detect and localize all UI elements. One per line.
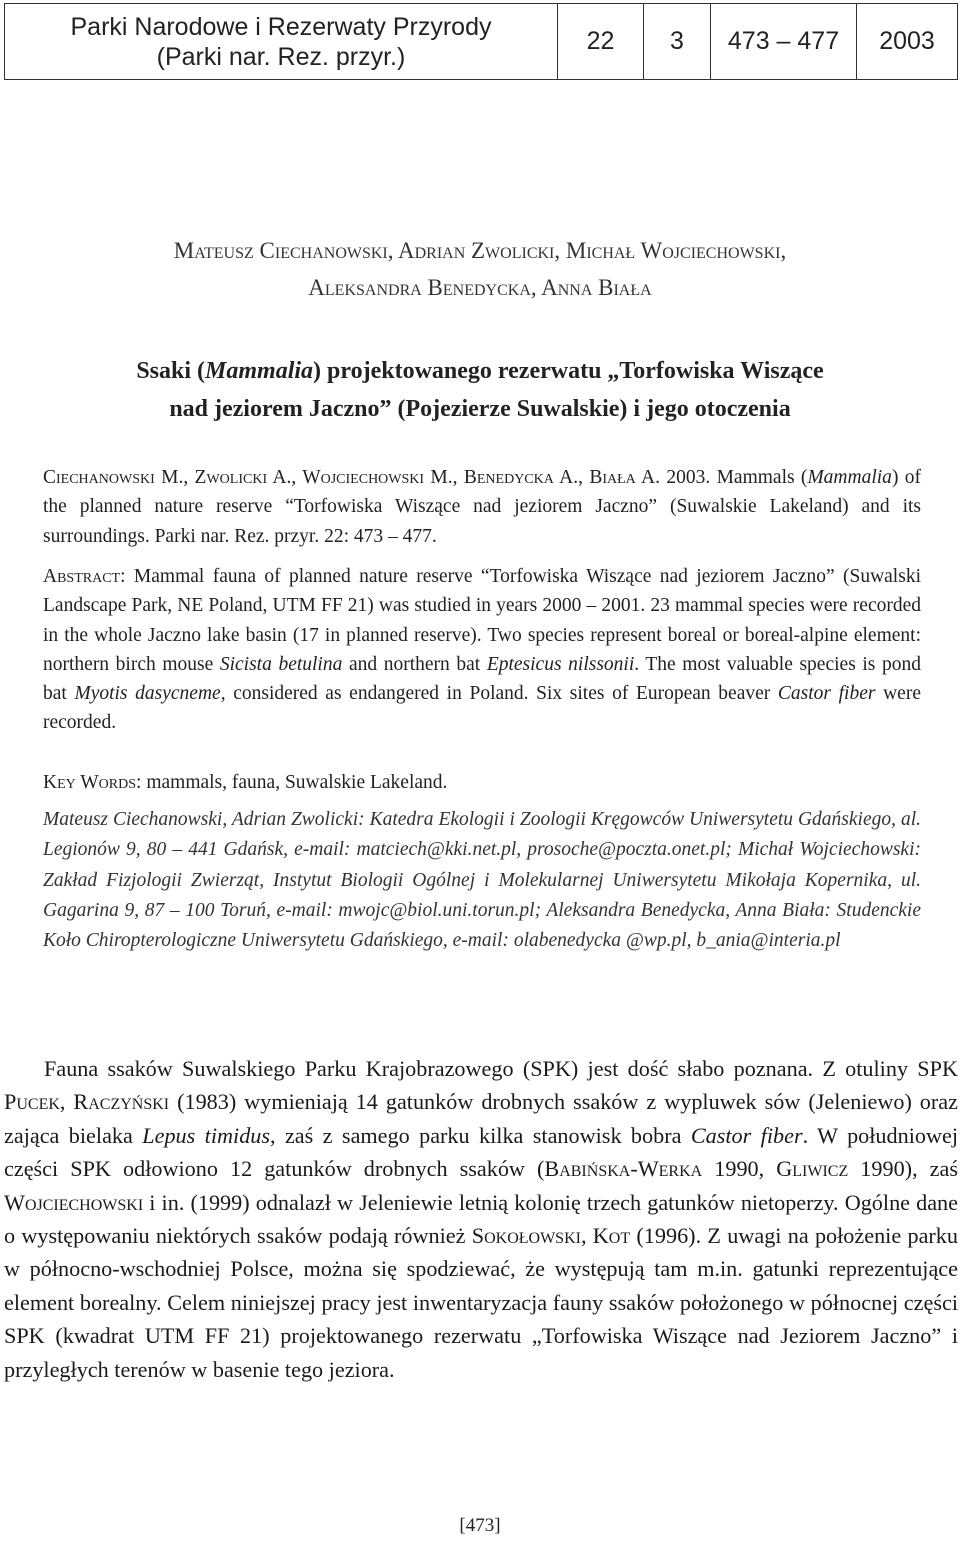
abstract-text-5: were recorded. [43,683,921,734]
title-line-1 [0,352,960,390]
title-latin: Mammalia [205,358,314,384]
citation-latin: Mammalia [807,467,892,488]
body-seg-7: i in. (1999) odnalazł w Jeleniewie letnią kolonię trzech gatunków nietoperzy. Ogólne dane o występowaniu niektórych ssaków podają również [4,1189,958,1249]
ref-pucek-raczynski: Pucek, Raczyński [4,1089,170,1115]
author-line-2: Aleksandra Benedycka, Anna Biała [308,275,652,300]
author-line-1: Mateusz Ciechanowski, Adrian Zwolicki, Michał Wojciechowski, [173,238,787,263]
body-seg-6: 1990), zaś [848,1156,958,1182]
body-seg-4: . W południowej części SPK odłowiono 12 gatunków drobnych ssaków ( [4,1122,959,1182]
paper-title [0,352,960,428]
abstract-text-1: : Mammal fauna of planned nature reserve “Torfowiska Wiszące nad jeziorem Jaczno” (Suwalski Landscape Park, NE Poland, UTM FF 21) was studied in years 2000 – 2001. 23 mammal species were recorded in the whole Jaczno lake basin (17 in planned reserve). Two species represent boreal or boreal-alpine element: northern birch mouse [43,566,921,675]
journal-name-line2: (Parki nar. Rez. przyr.) [156,42,406,71]
citation-year: 2003. [660,467,711,488]
author-list [0,232,960,306]
year: 2003 [879,27,935,55]
ref-sokolowski-kot: Sokołowski, Kot [471,1223,631,1249]
species-lepus: Lepus timidus [142,1122,271,1148]
species-myotis: Myotis dasycneme, [74,683,226,705]
species-castor: Castor fiber [777,683,876,705]
title-part1: Ssaki ( [136,358,206,384]
keywords-label: Key Words [43,772,137,793]
page-range: 473 – 477 [711,4,857,79]
ref-wojciechowski: Wojciechowski [4,1189,144,1215]
body-text [4,1052,958,1386]
abstract-text-4: considered as endangered in Poland. Six sites of European beaver [225,683,778,705]
keywords-text: : mammals, fauna, Suwalskie Lakeland. [136,772,448,793]
citation-text-a: Mammals ( [716,467,808,488]
species-castor-body: Castor fiber [690,1122,803,1148]
ref-gliwicz: Gliwicz [776,1156,849,1182]
title-part2: ) projektowanego rezerwatu „Torfowiska Wiszące [313,358,824,384]
page-number: [473] [459,1515,501,1536]
citation-authors: Ciechanowski M., Zwolicki A., Wojciechowski M., Benedycka A., Biała A. [43,467,660,488]
species-eptesicus: Eptesicus nilssonii [486,653,635,675]
ref-babinska-werka: Babińska-Werka [544,1156,703,1182]
body-seg-3: , zaś z samego parku kilka stanowisk bobra [270,1122,691,1148]
body-seg-2: (1983) wymieniają 14 gatunków drobnych ssaków z wypluwek sów (Jeleniewo) oraz zająca bielaka [4,1089,958,1148]
citation [43,463,921,551]
author-affiliations [43,805,921,956]
journal-header-box [4,3,958,80]
body-seg-5: 1990, [702,1156,777,1182]
affiliations-text: Mateusz Ciechanowski, Adrian Zwolicki: Katedra Ekologii i Zoologii Kręgowców Uniwersytetu Gdańskiego, al. Legionów 9, 80 – 441 Gdańsk, e-mail: matciech@kki.net.pl, prosoche@poczta.onet.pl; Michał Wojciechowski: Zakład Fizjologii Zwierząt, Instytut Biologii Ogólnej i Molekularnej Uniwersytetu Mikołaja Kopernika, ul. Gagarina 9, 87 – 100 Toruń, e-mail: mwojc@biol.uni.torun.pl; Aleksandra Benedycka, Anna Biała: Studenckie Koło Chiropterologiczne Uniwersytetu Gdańskiego, e-mail: olabenedycka @wp.pl, b_ania@interia.pl [43,809,921,952]
body-seg-1: Fauna ssaków Suwalskiego Parku Krajobrazowego (SPK) jest dość słabo poznana. Z otuliny SPK [44,1056,958,1081]
journal-name-line1: Parki Narodowe i Rezerwaty Przyrody [70,12,492,41]
abstract [43,562,921,738]
issue: 3 [644,4,711,79]
abstract-text-3: . The most valuable species is pond bat [43,653,921,705]
citation-text-b: ) of the planned nature reserve “Torfowiska Wiszące nad jeziorem Jaczno” (Suwalskie Lakeland) and its surroundings. Parki nar. Rez. przyr. 22: 473 – 477. [43,467,922,547]
journal-name [5,4,558,79]
title-line-2: nad jeziorem Jaczno” (Pojezierze Suwalskie) i jego otoczenia [169,396,791,422]
body-seg-8: (1996). Z uwagi na położenie parku w północno-wschodniej Polsce, można się spodziewać, że występują tam m.in. gatunki reprezentujące element borealny. Celem niniejszej pracy jest inwentaryzacja fauny ssaków położonego w północnej części SPK (kwadrat UTM FF 21) projektowanego rezerwatu „Torfowiska Wiszące nad Jeziorem Jaczno” i przyległych terenów w basenie tego jeziora. [4,1223,958,1382]
abstract-text-2: and northern bat [342,653,487,675]
abstract-label: Abstract [43,566,121,587]
species-sicista: Sicista betulina [219,653,343,675]
volume: 22 [558,4,644,79]
keywords [43,768,921,797]
